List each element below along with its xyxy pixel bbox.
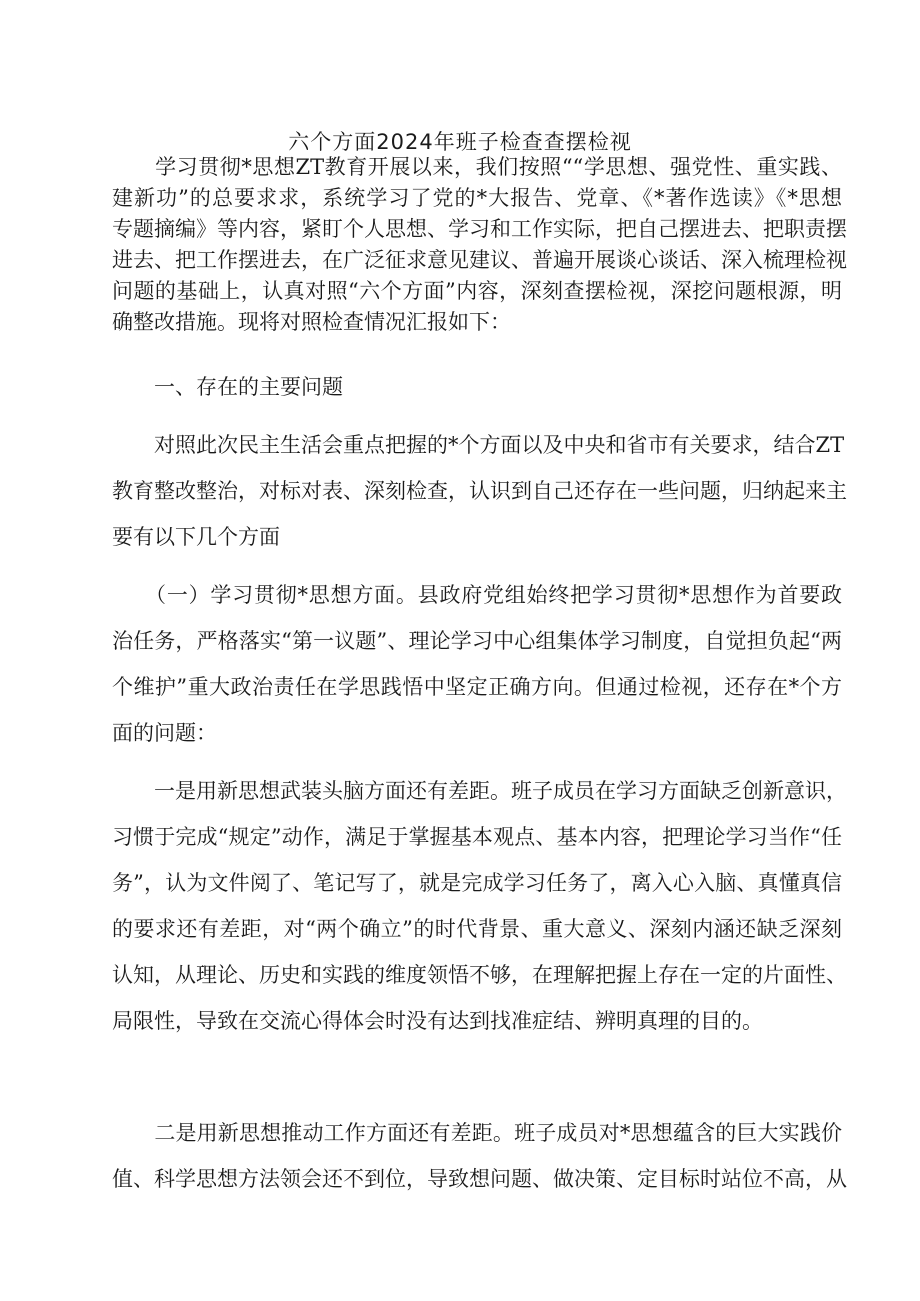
section-heading: 一、存在的主要问题 xyxy=(112,375,343,399)
paragraph-line: （一）学习贯彻*思想方面。县政府党组始终把学习贯彻*思想作为首要政 xyxy=(112,583,842,607)
paragraph-line: 习惯于完成“规定”动作，满足于掌握基本观点、基本内容，把理论学习当作“任 xyxy=(112,825,842,849)
intro-paragraph xyxy=(112,152,847,338)
paragraph-line: 二是用新思想推动工作方面还有差距。班子成员对*思想蕴含的巨大实践价 xyxy=(112,1121,842,1145)
paragraph-line: 学习贯彻*思想ZT教育开展以来，我们按照““学思想、强党性、重实践、 xyxy=(112,155,842,179)
paragraph-line: 教育整改整治，对标对表、深刻检查，认识到自己还存在一些问题，归纳起来主 xyxy=(112,479,847,503)
point-paragraph xyxy=(112,768,847,1044)
paragraph-line: 务”，认为文件阅了、笔记写了，就是完成学习任务了，离入心入脑、真懂真信 xyxy=(112,871,842,895)
paragraph-line: 局限性，导致在交流心得体会时没有达到找准症结、辨明真理的目的。 xyxy=(112,1009,763,1033)
paragraph-line: 建新功”的总要求求，系统学习了党的*大报告、党章、《*著作选读》《*思想 xyxy=(112,186,842,210)
paragraph-line: 值、科学思想方法领会还不到位，导致想问题、做决策、定目标时站位不高，从 xyxy=(112,1167,847,1191)
document-title: 六个方面2024年班子检查查摆检视 xyxy=(288,130,632,154)
point-paragraph xyxy=(112,1110,847,1202)
paragraph-line: 认知，从理论、历史和实践的维度领悟不够，在理解把握上存在一定的片面性、 xyxy=(112,963,847,987)
paragraph-line: 确整改措施。现将对照检查情况汇报如下： xyxy=(112,310,511,334)
section-intro-paragraph xyxy=(112,422,847,560)
paragraph-line: 面的问题： xyxy=(112,721,217,745)
paragraph-line: 对照此次民主生活会重点把握的*个方面以及中央和省市有关要求，结合ZT xyxy=(112,433,845,457)
paragraph-line: 个维护”重大政治责任在学思践悟中坚定正确方向。但通过检视，还存在*个方 xyxy=(112,675,842,699)
paragraph-line: 进去、把工作摆进去，在广泛征求意见建议、普遍开展谈心谈话、深入梳理检视 xyxy=(112,248,847,272)
paragraph-line: 专题摘编》等内容，紧盯个人思想、学习和工作实际，把自己摆进去、把职责摆 xyxy=(112,217,847,241)
item-paragraph xyxy=(112,572,842,756)
paragraph-line: 治任务，严格落实“第一议题”、理论学习中心组集体学习制度，自觉担负起“两 xyxy=(112,629,842,653)
paragraph-line: 问题的基础上，认真对照“六个方面”内容，深刻查摆检视，深挖问题根源，明 xyxy=(112,279,842,303)
paragraph-line: 一是用新思想武装头脑方面还有差距。班子成员在学习方面缺乏创新意识， xyxy=(112,779,847,803)
paragraph-line: 的要求还有差距，对“两个确立”的时代背景、重大意义、深刻内涵还缺乏深刻 xyxy=(112,917,842,941)
paragraph-line: 要有以下几个方面 xyxy=(112,525,280,549)
